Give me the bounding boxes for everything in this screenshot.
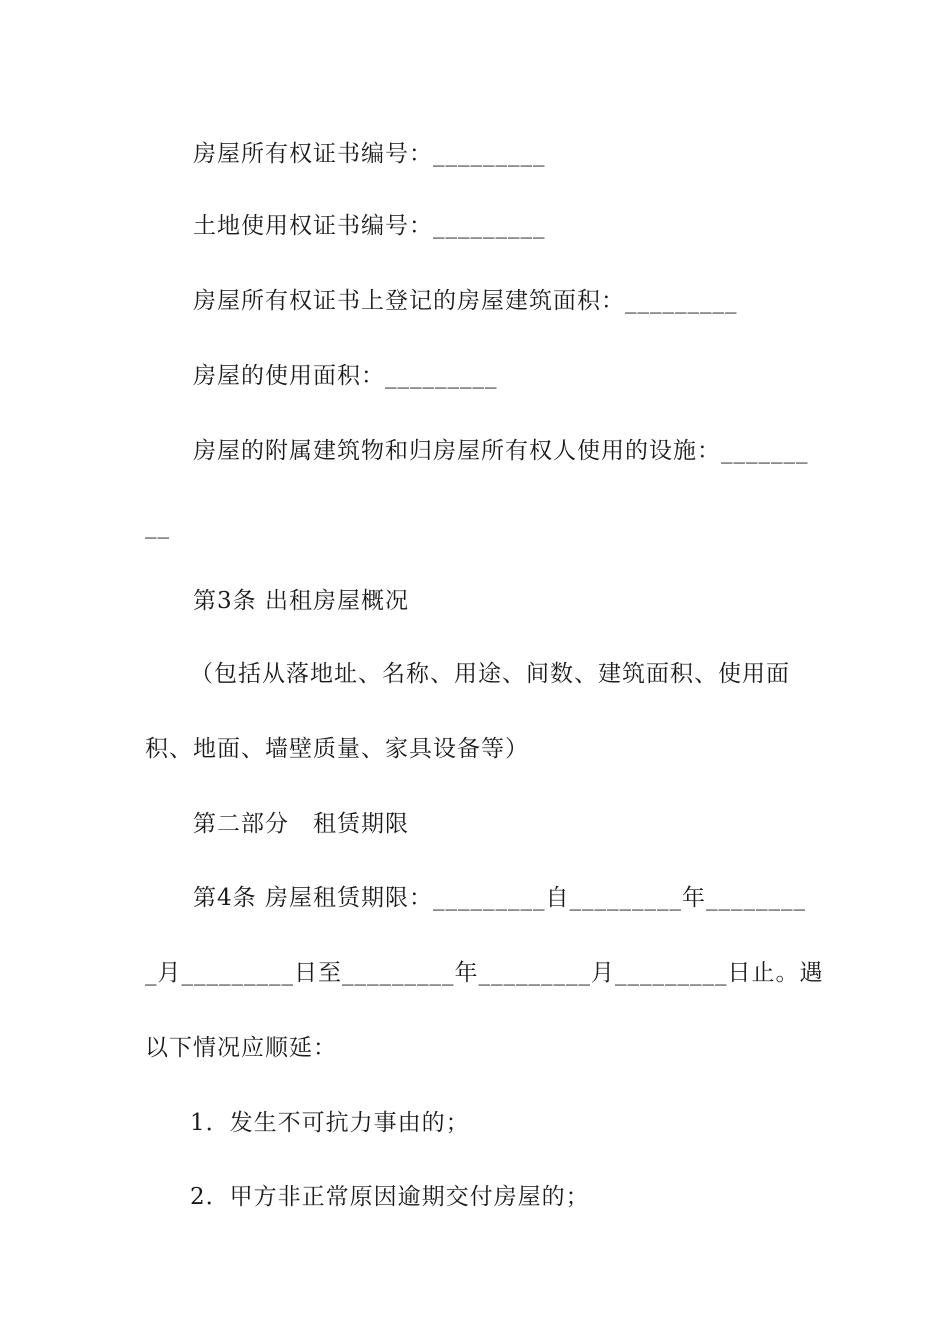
list-item-1: 1．发生不可抗力事由的； [190,1110,470,1136]
list-item-2: 2．甲方非正常原因逾期交付房屋的； [190,1184,590,1210]
ancillary-facilities-continued: __ [145,513,170,539]
article-3-description-line-2: 积、地面、墙壁质量、家具设备等） [145,736,529,762]
article-4-line-1: 第4条 房屋租赁期限：_________自_________年________ [193,885,806,911]
usable-area: 房屋的使用面积：_________ [193,363,498,389]
registered-building-area: 房屋所有权证书上登记的房屋建筑面积：_________ [193,288,738,314]
part-2-heading: 第二部分 租赁期限 [193,811,409,837]
land-use-certificate-number: 土地使用权证书编号：_________ [193,213,546,239]
house-ownership-certificate-number: 房屋所有权证书编号：_________ [193,141,546,167]
article-3-heading: 第3条 出租房屋概况 [193,588,409,614]
article-3-description-line-1: （包括从落地址、名称、用途、间数、建筑面积、使用面 [190,661,790,687]
article-4-line-2: _月_________日至_________年_________月_________日止。遇 [145,960,824,986]
article-4-line-3: 以下情况应顺延： [145,1035,337,1061]
ancillary-facilities: 房屋的附属建筑物和归房屋所有权人使用的设施：_______ [193,438,809,464]
